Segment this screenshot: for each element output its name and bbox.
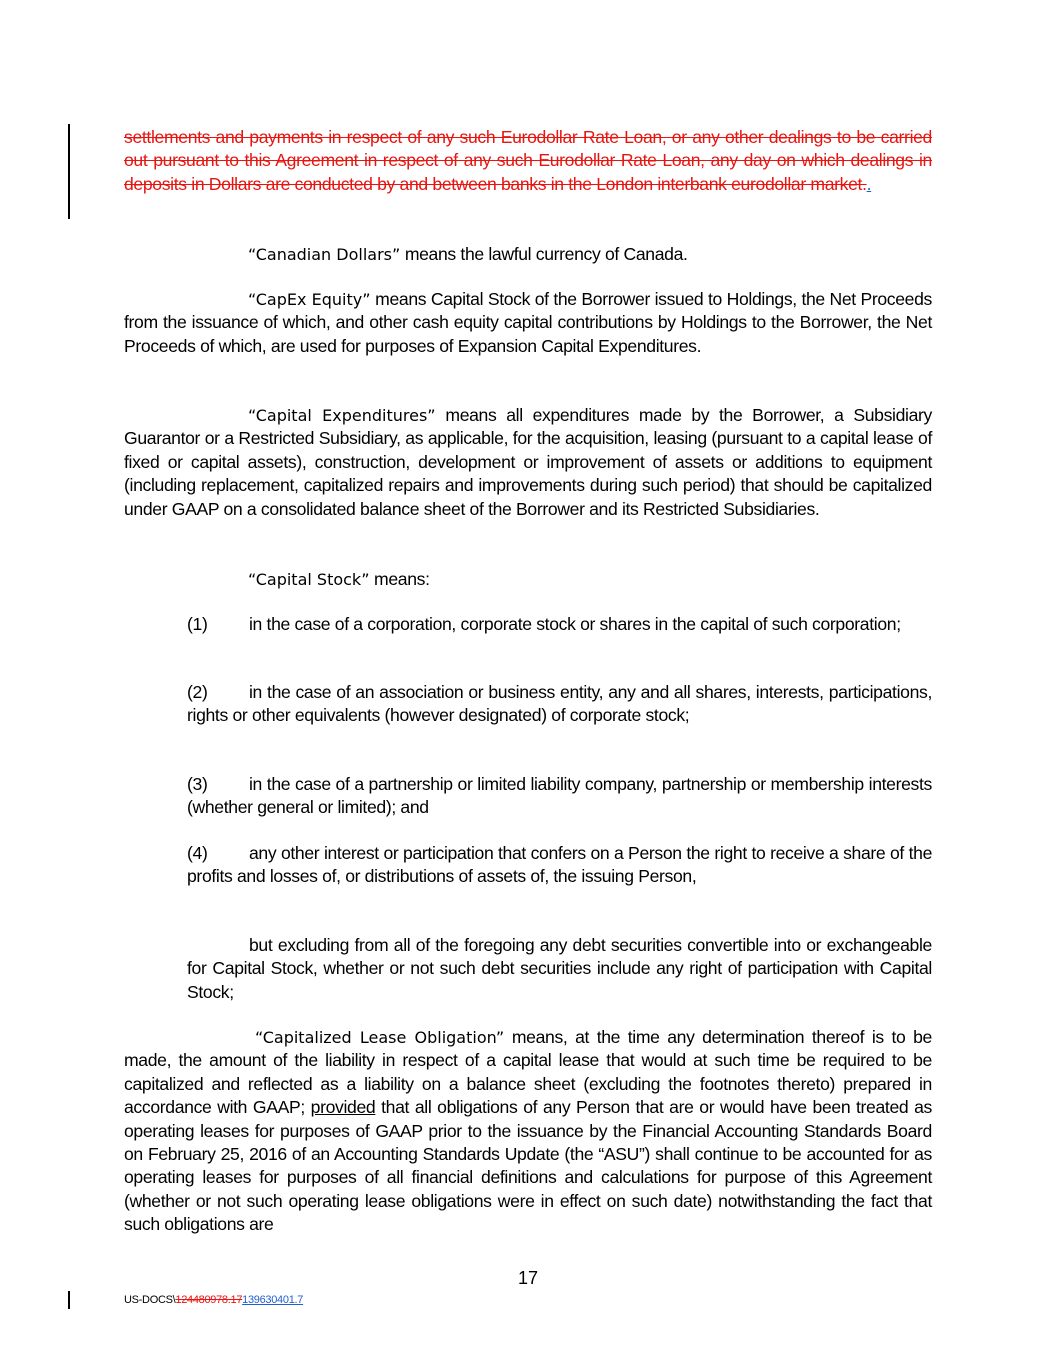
- provided-keyword: provided: [310, 1097, 376, 1118]
- page-number: 17: [517, 1268, 539, 1288]
- deleted-text: settlements and payments in respect of any such Eurodollar Rate Loan, or any other dealings to be carried out pursuant to this Agreement in respect of any such Eurodollar Rate Loan, any day on which dealings in deposits in Dollars are conducted by and between banks in the London interbank eurodollar market.: [124, 127, 932, 194]
- definition-capex-equity: [124, 288, 932, 358]
- document-id: [124, 1294, 303, 1306]
- defined-term: “CapEx Equity”: [248, 290, 371, 309]
- definition-text-part-a: means, at the time any determination thereof is to be made, the amount of the liability in respect of a capital lease that would at such time be required to be capitalized and reflected as a liability on a balance sheet (excluding the footnotes thereto) prepared in accordance with GAAP;: [124, 1027, 932, 1118]
- definition-canadian-dollars: [124, 243, 932, 266]
- list-item-text: in the case of a partnership or limited liability company, partnership or membership interests (whether general or limited); and: [187, 774, 932, 818]
- defined-term: “Capitalized Lease Obligation”: [255, 1028, 505, 1047]
- definition-text: means Capital Stock of the Borrower issued to Holdings, the Net Proceeds from the issuance of which, and other cash equity capital contributions by Holdings to the Borrower, the Net Proceeds of which, are used for purposes of Expansion Capital Expenditures.: [124, 289, 932, 356]
- list-item: [187, 773, 932, 820]
- definition-text: means the lawful currency of Canada.: [400, 244, 688, 264]
- deleted-paragraph: [124, 126, 932, 196]
- list-item-number: (3): [187, 774, 208, 794]
- defined-term: “Capital Expenditures”: [248, 406, 436, 425]
- definition-capital-expenditures: [124, 404, 932, 521]
- change-bar: [68, 124, 70, 219]
- list-item-text: in the case of a corporation, corporate stock or shares in the capital of such corporation;: [249, 614, 901, 634]
- footer-change-bar: [68, 1291, 70, 1309]
- doc-id-inserted: 139630401.7: [242, 1294, 304, 1306]
- doc-id-prefix: US-DOCS\: [124, 1294, 176, 1306]
- list-item-text: in the case of an association or business entity, any and all shares, interests, participations, rights or other equivalents (however designated) of corporate stock;: [187, 682, 932, 726]
- list-item-number: (1): [187, 614, 208, 634]
- definition-capitalized-lease-obligation: [124, 1026, 932, 1237]
- list-item: [187, 681, 932, 728]
- exclusion-text: but excluding from all of the foregoing any debt securities convertible into or exchangeable for Capital Stock, whether or not such debt securities include any right of participation with Capital Stock;: [187, 935, 932, 1002]
- list-item-number: (4): [187, 843, 208, 863]
- inserted-text: .: [866, 173, 872, 194]
- capital-stock-exclusion: [187, 934, 932, 1004]
- list-item-number: (2): [187, 682, 208, 702]
- defined-term: “Capital Stock”: [248, 570, 370, 589]
- definition-text-part-b: that all obligations of any Person that are or would have been treated as operating leases for purposes of GAAP prior to the issuance by the Financial Accounting Standards Board on February 25, 2016 of an Accounting Standards Update (the “ASU”) shall continue to be accounted for as operating leases for purposes of all financial definitions and calculations for purpose of this Agreement (whether or not such operating lease obligations were in effect on such date) notwithstanding the fact that such obligations are: [124, 1097, 932, 1235]
- definition-text: means:: [369, 569, 430, 589]
- list-item: [187, 613, 932, 636]
- doc-id-deleted: 124480978.17: [175, 1294, 243, 1306]
- definition-capital-stock: [124, 568, 932, 591]
- defined-term: “Canadian Dollars”: [248, 245, 401, 264]
- definition-text: means all expenditures made by the Borrower, a Subsidiary Guarantor or a Restricted Subsidiary, as applicable, for the acquisition, leasing (pursuant to a capital lease of fixed or capital assets), construction, development or improvement of assets or additions to equipment (including replacement, capitalized repairs and improvements during such period) that should be capitalized under GAAP on a consolidated balance sheet of the Borrower and its Restricted Subsidiaries.: [124, 405, 932, 519]
- list-item: [187, 842, 932, 889]
- list-item-text: any other interest or participation that confers on a Person the right to receive a share of the profits and losses of, or distributions of assets of, the issuing Person,: [187, 843, 932, 887]
